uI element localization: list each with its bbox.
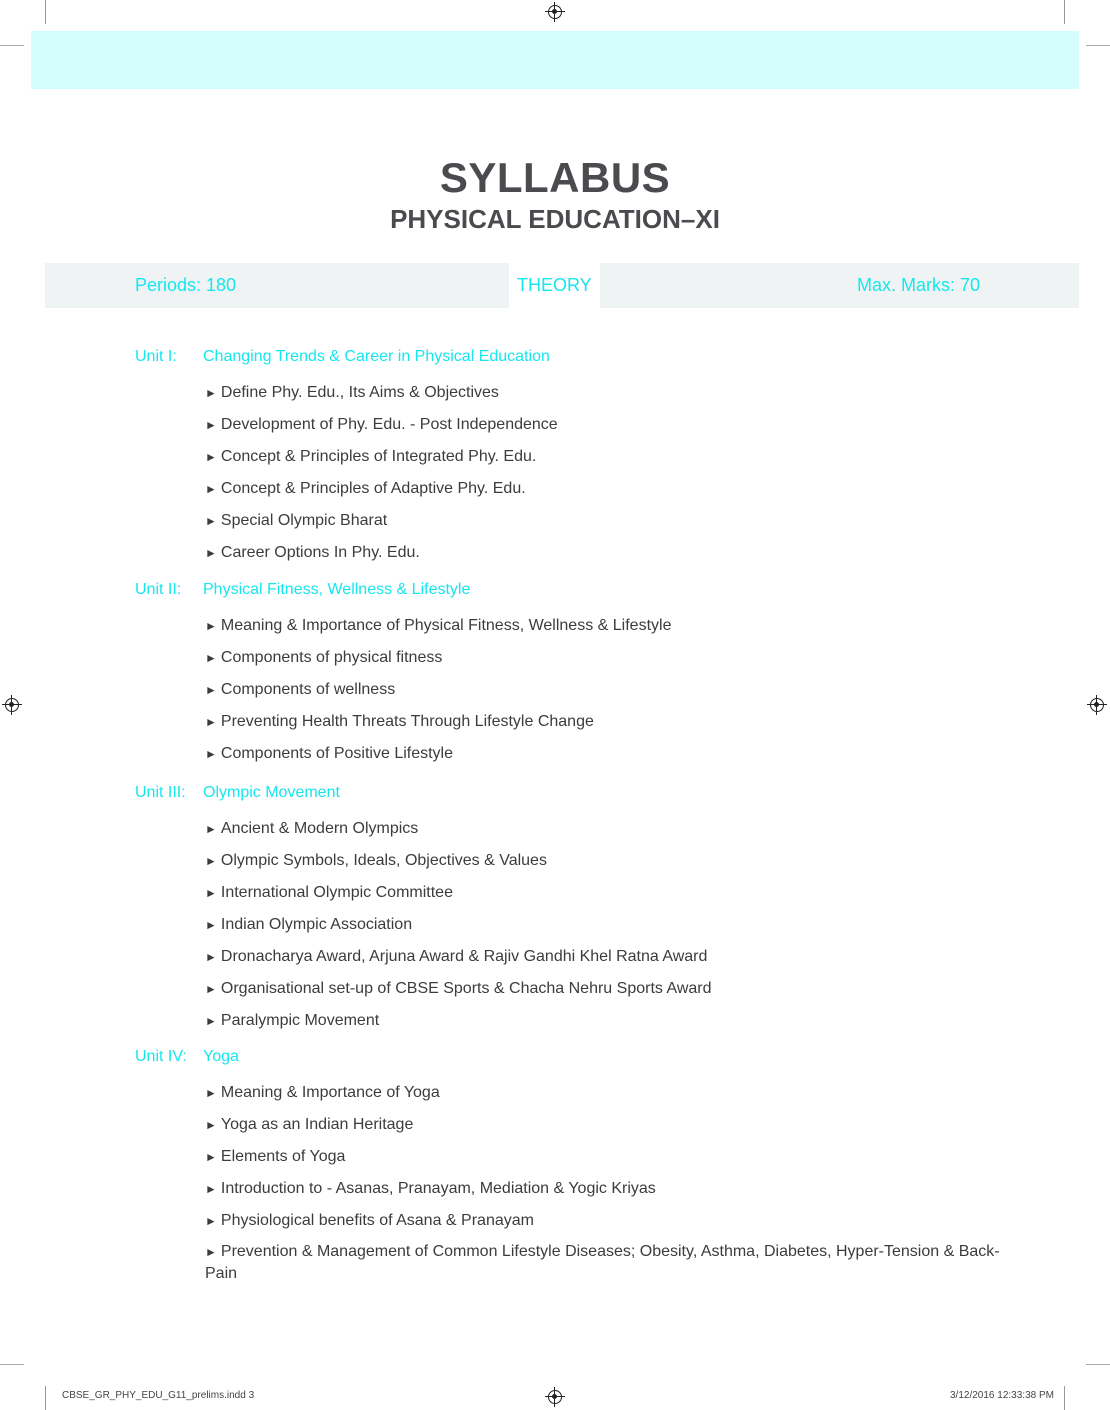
list-item <box>205 813 1005 845</box>
unit-label: Unit I: <box>135 348 177 365</box>
bullet-arrow-icon: ► <box>205 822 217 836</box>
footer-timestamp: 3/12/2016 12:33:38 PM <box>950 1390 1054 1401</box>
bullet-arrow-icon: ► <box>205 546 217 560</box>
bullet-arrow-icon: ► <box>205 918 217 932</box>
unit-label: Unit II: <box>135 581 182 598</box>
registration-mark-icon <box>5 698 19 712</box>
bullet-arrow-icon: ► <box>205 450 217 464</box>
list-item <box>205 441 1005 473</box>
list-item-text: Organisational set-up of CBSE Sports & Chacha Nehru Sports Award <box>220 980 712 997</box>
unit-label: Unit III: <box>135 784 186 801</box>
list-item-text: Prevention & Management of Common Lifestyle Diseases; Obesity, Asthma, Diabetes, Hyper-Tension & Back-Pain <box>205 1243 1000 1282</box>
bullet-arrow-icon: ► <box>205 482 217 496</box>
list-item-text: Career Options In Phy. Edu. <box>220 544 420 561</box>
list-item-text: Define Phy. Edu., Its Aims & Objectives <box>220 384 499 401</box>
list-item <box>205 1237 1005 1285</box>
list-item-text: Meaning & Importance of Physical Fitness, Wellness & Lifestyle <box>220 617 672 634</box>
list-item <box>205 537 1005 569</box>
list-item-text: Concept & Principles of Adaptive Phy. Edu. <box>220 480 526 497</box>
list-item <box>205 845 1005 877</box>
unit-title: Yoga <box>203 1048 239 1065</box>
bullet-arrow-icon: ► <box>205 950 217 964</box>
info-bar-right <box>600 263 1079 308</box>
list-item-text: Meaning & Importance of Yoga <box>220 1084 440 1101</box>
bullet-arrow-icon: ► <box>205 1150 217 1164</box>
list-item-text: Development of Phy. Edu. - Post Independence <box>220 416 558 433</box>
crop-mark <box>45 0 46 24</box>
list-item <box>205 610 1005 642</box>
list-item <box>205 505 1005 537</box>
crop-mark <box>0 1364 24 1365</box>
footer-filename: CBSE_GR_PHY_EDU_G11_prelims.indd 3 <box>62 1390 255 1401</box>
crop-mark <box>1086 1364 1110 1365</box>
crop-mark <box>45 1386 46 1410</box>
list-item-text: Paralympic Movement <box>220 1012 380 1029</box>
list-item <box>205 409 1005 441</box>
registration-mark-icon <box>548 5 562 19</box>
list-item-text: Elements of Yoga <box>220 1148 346 1165</box>
page-subtitle: PHYSICAL EDUCATION–XI <box>390 204 720 234</box>
list-item <box>205 473 1005 505</box>
registration-mark-icon <box>1090 698 1104 712</box>
list-item <box>205 706 1005 738</box>
list-item <box>205 642 1005 674</box>
list-item <box>205 1205 1005 1237</box>
topic-list <box>205 813 1005 1037</box>
list-item-text: Yoga as an Indian Heritage <box>220 1116 414 1133</box>
bullet-arrow-icon: ► <box>205 715 217 729</box>
topic-list <box>205 1077 1005 1285</box>
unit-title: Changing Trends & Career in Physical Education <box>203 348 550 365</box>
crop-mark <box>1064 1386 1065 1410</box>
list-item-text: Olympic Symbols, Ideals, Objectives & Values <box>220 852 547 869</box>
list-item <box>205 1077 1005 1109</box>
bullet-arrow-icon: ► <box>205 651 217 665</box>
list-item-text: Physiological benefits of Asana & Pranayam <box>220 1212 534 1229</box>
bullet-arrow-icon: ► <box>205 1245 217 1259</box>
unit-label: Unit IV: <box>135 1048 187 1065</box>
bullet-arrow-icon: ► <box>205 886 217 900</box>
list-item <box>205 1109 1005 1141</box>
bullet-arrow-icon: ► <box>205 1014 217 1028</box>
list-item-text: Dronacharya Award, Arjuna Award & Rajiv Gandhi Khel Ratna Award <box>220 948 708 965</box>
topic-list <box>205 610 1005 770</box>
page-title: SYLLABUS <box>439 154 671 201</box>
crop-mark <box>0 45 24 46</box>
header-band <box>31 31 1079 89</box>
periods-label: Periods: 180 <box>135 275 237 295</box>
bullet-arrow-icon: ► <box>205 982 217 996</box>
info-bar-left <box>45 263 509 308</box>
bullet-arrow-icon: ► <box>205 1086 217 1100</box>
max-marks-label: Max. Marks: 70 <box>857 275 981 295</box>
list-item-text: International Olympic Committee <box>220 884 453 901</box>
list-item-text: Ancient & Modern Olympics <box>220 820 419 837</box>
list-item-text: Special Olympic Bharat <box>220 512 388 529</box>
crop-mark <box>1086 45 1110 46</box>
list-item <box>205 674 1005 706</box>
list-item-text: Components of wellness <box>220 681 396 698</box>
crop-mark <box>1064 0 1065 24</box>
unit-title: Olympic Movement <box>203 784 340 801</box>
list-item <box>205 877 1005 909</box>
list-item <box>205 738 1005 770</box>
list-item-text: Introduction to - Asanas, Pranayam, Mediation & Yogic Kriyas <box>220 1180 656 1197</box>
bullet-arrow-icon: ► <box>205 683 217 697</box>
list-item-text: Preventing Health Threats Through Lifestyle Change <box>220 713 594 730</box>
bullet-arrow-icon: ► <box>205 1118 217 1132</box>
bullet-arrow-icon: ► <box>205 514 217 528</box>
list-item-text: Concept & Principles of Integrated Phy. Edu. <box>220 448 537 465</box>
list-item <box>205 941 1005 973</box>
bullet-arrow-icon: ► <box>205 1182 217 1196</box>
bullet-arrow-icon: ► <box>205 747 217 761</box>
list-item-text: Components of physical fitness <box>220 649 443 666</box>
list-item <box>205 1173 1005 1205</box>
section-label: THEORY <box>517 275 592 295</box>
list-item <box>205 1005 1005 1037</box>
registration-mark-icon <box>548 1390 562 1404</box>
list-item <box>205 377 1005 409</box>
bullet-arrow-icon: ► <box>205 418 217 432</box>
bullet-arrow-icon: ► <box>205 854 217 868</box>
bullet-arrow-icon: ► <box>205 1214 217 1228</box>
list-item <box>205 1141 1005 1173</box>
list-item <box>205 973 1005 1005</box>
list-item-text: Indian Olympic Association <box>220 916 413 933</box>
bullet-arrow-icon: ► <box>205 619 217 633</box>
topic-list <box>205 377 1005 569</box>
list-item-text: Components of Positive Lifestyle <box>220 745 454 762</box>
bullet-arrow-icon: ► <box>205 386 217 400</box>
unit-title: Physical Fitness, Wellness & Lifestyle <box>203 581 471 598</box>
list-item <box>205 909 1005 941</box>
